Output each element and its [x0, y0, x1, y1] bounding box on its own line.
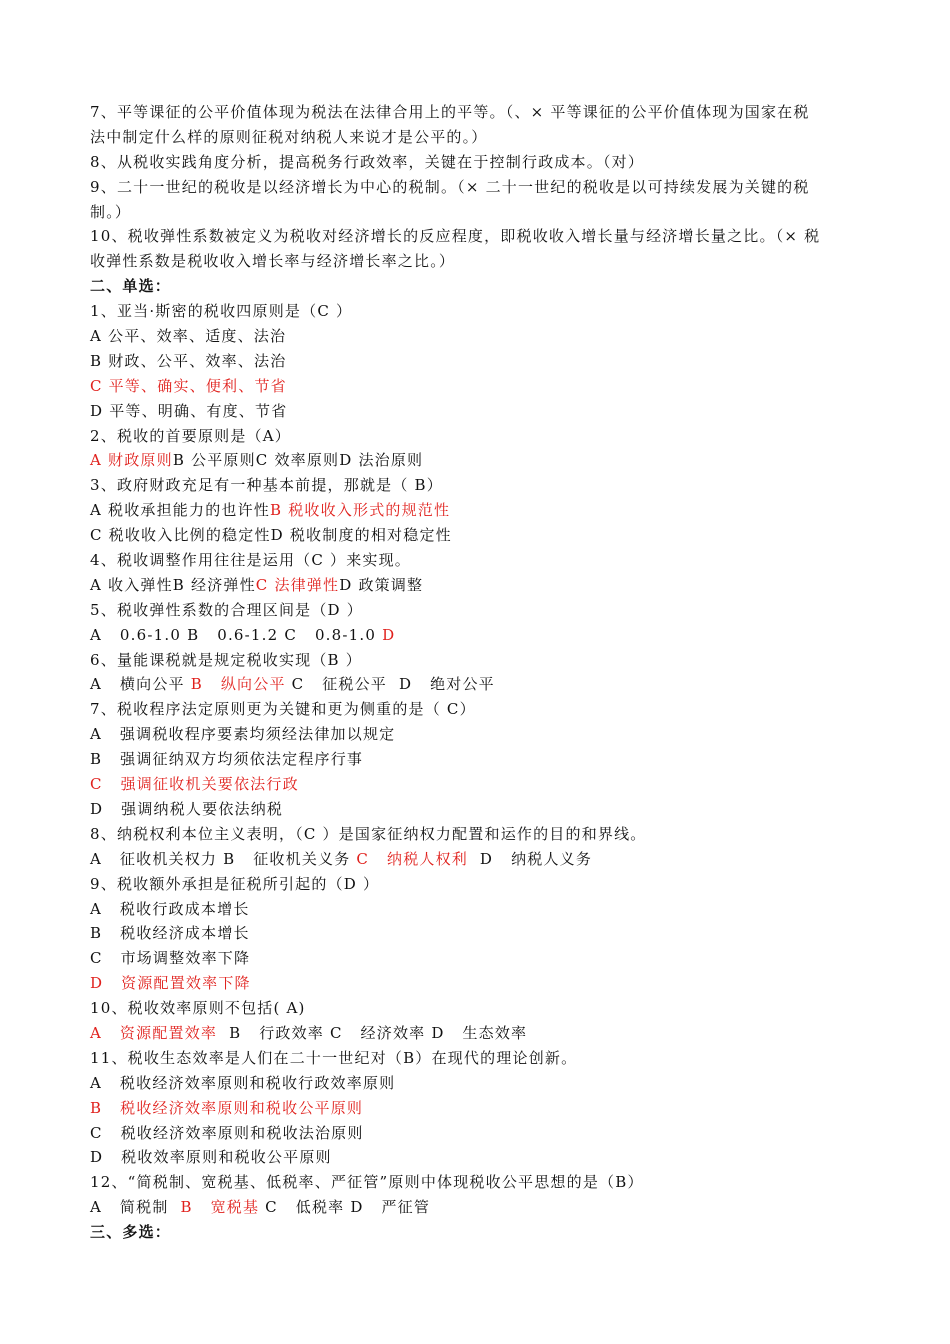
text-segment: 7、税收程序法定原则更为关键和更为侧重的是（ C） [90, 700, 476, 719]
text-line [90, 324, 860, 349]
text-line [90, 349, 860, 374]
text-segment: 4、税收调整作用往往是运用（C ）来实现。 [90, 551, 411, 570]
text-line [90, 697, 860, 722]
text-segment: B 税收经济成本增长 [90, 924, 250, 943]
answer-highlight: B 纵向公平 [190, 675, 286, 694]
text-line [90, 175, 860, 200]
text-line [90, 473, 860, 498]
text-segment: 7、平等课征的公平价值体现为税法在法律合用上的平等。（、× 平等课征的公平价值体现为国家在税 [90, 103, 810, 121]
text-line [90, 921, 860, 946]
section-heading [90, 274, 860, 299]
answer-highlight: A 资源配置效率 [90, 1023, 218, 1042]
answer-highlight: B 税收收入形式的规范性 [270, 501, 451, 520]
text-segment: C 征税公平 D 绝对公平 [285, 675, 495, 694]
text-line [90, 498, 860, 523]
text-segment: A 税收行政成本增长 [90, 899, 250, 918]
text-segment: D 平等、明确、有度、节省 [90, 401, 288, 420]
text-segment: D 纳税人义务 [468, 849, 593, 868]
section-heading [90, 1220, 860, 1245]
text-line [90, 847, 860, 872]
text-line [90, 971, 860, 996]
text-segment: 10、税收效率原则不包括( A) [90, 999, 306, 1018]
text-line [90, 672, 860, 697]
text-line [90, 200, 860, 225]
text-segment: D 政策调整 [339, 575, 424, 594]
text-line [90, 897, 860, 922]
document-page [90, 100, 860, 1245]
text-line [90, 772, 860, 797]
text-segment: A 公平、效率、适度、法治 [90, 327, 287, 346]
text-line [90, 224, 860, 249]
text-segment: 2、税收的首要原则是（A） [90, 426, 291, 445]
text-line [90, 1195, 860, 1220]
text-line [90, 623, 860, 648]
text-line [90, 150, 860, 175]
text-segment: B 公平原则C 效率原则D 法治原则 [172, 451, 424, 470]
text-segment: A 税收承担能力的也许性 [90, 501, 271, 520]
text-line [90, 1071, 860, 1096]
text-line [90, 573, 860, 598]
text-segment: A 强调税收程序要素均须经法律加以规定 [90, 725, 396, 744]
text-line [90, 100, 860, 125]
text-line [90, 822, 860, 847]
text-segment: C 税收经济效率原则和税收法治原则 [90, 1123, 364, 1142]
text-segment: 制。） [90, 202, 132, 221]
text-line [90, 1046, 860, 1071]
text-line [90, 1021, 860, 1046]
text-segment: 11、税收生态效率是人们在二十一世纪对（B）在现代的理论创新。 [90, 1048, 578, 1067]
text-segment: 10、税收弹性系数被定义为税收对经济增长的反应程度，即税收收入增长量与经济增长量之比。（× 税 [90, 227, 821, 246]
text-line [90, 722, 860, 747]
text-segment: 法中制定什么样的原则征税对纳税人来说才是公平的。） [90, 127, 488, 146]
text-segment: C 低税率 D 严征管 [259, 1198, 431, 1217]
answer-highlight: B 税收经济效率原则和税收公平原则 [90, 1098, 364, 1117]
text-line [90, 125, 860, 150]
text-line [90, 946, 860, 971]
text-line [90, 448, 860, 473]
text-segment: 12、“简税制、宽税基、低税率、严征管”原则中体现税收公平思想的是（B） [90, 1173, 644, 1192]
text-segment: 9、二十一世纪的税收是以经济增长为中心的税制。（× 二十一世纪的税收是以可持续发展为关键的税 [90, 177, 810, 196]
text-segment: A 简税制 [90, 1198, 181, 1217]
text-line [90, 424, 860, 449]
text-segment: 5、税收弹性系数的合理区间是（D ） [90, 600, 363, 619]
text-line [90, 523, 860, 548]
text-line [90, 1170, 860, 1195]
answer-highlight: C 平等、确实、便利、节省 [90, 376, 287, 395]
text-segment: 6、量能课税就是规定税收实现（B ） [90, 650, 362, 669]
answer-highlight: C 法律弹性 [255, 575, 340, 594]
text-segment: 收弹性系数是税收收入增长率与经济增长率之比。） [90, 252, 456, 271]
text-line [90, 1121, 860, 1146]
text-line [90, 548, 860, 573]
text-segment: D 税收效率原则和税收公平原则 [90, 1148, 332, 1167]
text-segment: D 强调纳税人要依法纳税 [90, 799, 284, 818]
text-segment: B 行政效率 C 经济效率 D 生态效率 [217, 1023, 528, 1042]
text-line [90, 1096, 860, 1121]
answer-highlight: A 财政原则 [90, 451, 173, 470]
text-line [90, 598, 860, 623]
text-segment: 8、纳税权利本位主义表明，（C ）是国家征纳权力配置和运作的目的和界线。 [90, 824, 647, 843]
text-line [90, 299, 860, 324]
text-segment: C 税收收入比例的稳定性D 税收制度的相对稳定性 [90, 526, 452, 545]
answer-highlight: C 强调征收机关要依法行政 [90, 775, 299, 794]
text-line [90, 249, 860, 274]
text-segment: 8、从税收实践角度分析，提高税务行政效率，关键在于控制行政成本。（对） [90, 152, 645, 171]
text-line [90, 872, 860, 897]
text-segment: A 0.6-1.0 B 0.6-1.2 C 0.8-1.0 [90, 625, 383, 644]
text-segment: A 征收机关权力 B 征收机关义务 [90, 849, 357, 868]
text-line [90, 747, 860, 772]
text-line [90, 374, 860, 399]
text-segment: A 税收经济效率原则和税收行政效率原则 [90, 1073, 396, 1092]
text-line [90, 797, 860, 822]
text-segment: B 强调征纳双方均须依法定程序行事 [90, 750, 364, 769]
text-line [90, 996, 860, 1021]
text-segment: 三、多选： [90, 1223, 172, 1242]
text-segment: C 市场调整效率下降 [90, 949, 251, 968]
answer-highlight: C 纳税人权利 [356, 849, 468, 868]
text-segment: 3、政府财政充足有一种基本前提，那就是（ B） [90, 476, 443, 495]
text-segment: 9、税收额外承担是征税所引起的（D ） [90, 874, 380, 893]
text-line [90, 1145, 860, 1170]
text-segment: A 横向公平 [90, 675, 191, 694]
text-segment: 1、亚当·斯密的税收四原则是（C ） [90, 302, 353, 321]
answer-highlight: D 资源配置效率下降 [90, 974, 251, 993]
text-segment: A 收入弹性B 经济弹性 [90, 575, 256, 594]
answer-highlight: B 宽税基 [180, 1198, 260, 1217]
text-segment: B 财政、公平、效率、法治 [90, 351, 287, 370]
answer-highlight: D [382, 625, 396, 644]
text-line [90, 399, 860, 424]
text-segment: 二、单选： [90, 277, 172, 296]
text-line [90, 648, 860, 673]
